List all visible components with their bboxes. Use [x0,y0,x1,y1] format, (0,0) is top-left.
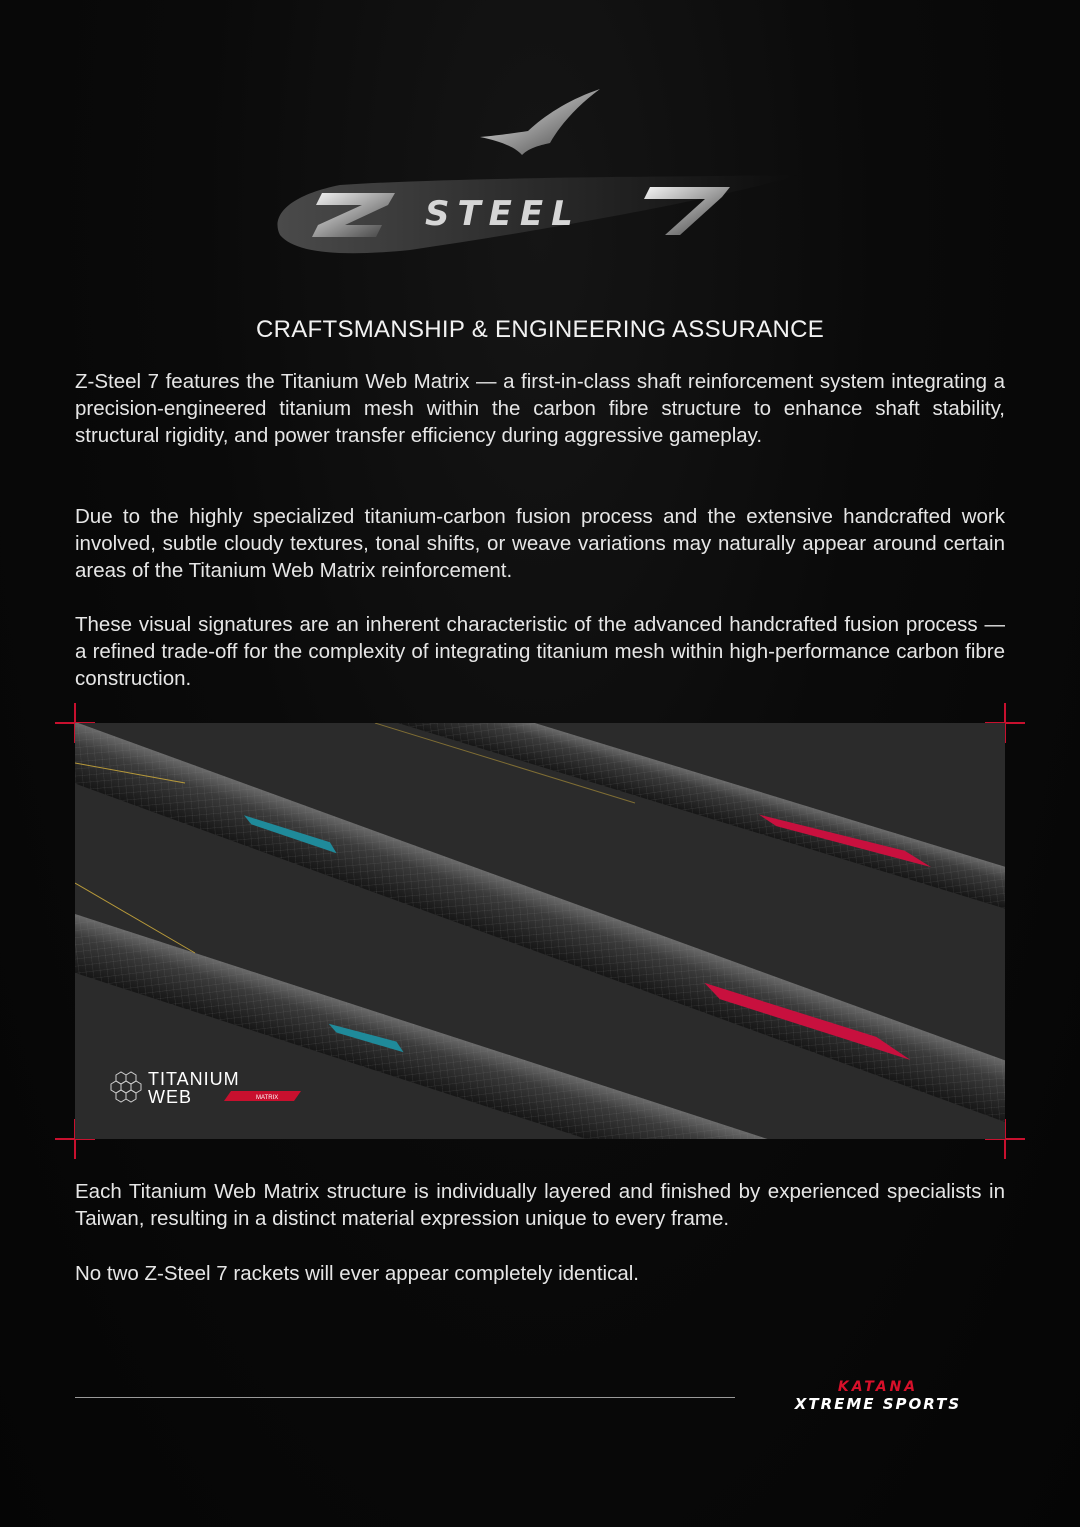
badge-line2: WEB [148,1087,193,1107]
katana-xtreme-sports-logo [748,1380,1008,1420]
badge-tag: MATRIX [256,1095,279,1101]
z-steel-7-logo [260,85,820,260]
footer-divider [75,1397,735,1398]
paragraph-intro: Z-Steel 7 features the Titanium Web Matrix — a first-in-class shaft reinforcement system integrating a precision-engineered titanium mesh within the carbon fibre structure to enhance shaft stability, structural rigidity, and power transfer efficiency during aggressive gameplay. [75,370,1005,447]
section-heading: CRAFTSMANSHIP & ENGINEERING ASSURANCE [255,316,825,343]
paragraph-process: Due to the highly specialized titanium-carbon fusion process and the extensive handcrafted work involved, subtle cloudy textures, tonal shifts, or weave variations may naturally appear around certain areas of the Titanium Web Matrix reinforcement. [75,505,1005,582]
brand-xtreme-sports: XTREME SPORTS [794,1395,962,1413]
titanium-web-badge [106,1067,306,1107]
bird-wing-icon [480,89,600,155]
brand-katana: KATANA [837,1379,919,1395]
paragraph-specialists: Each Titanium Web Matrix structure is individually layered and finished by experienced specialists in Taiwan, resulting in a distinct material expression unique to every frame. [75,1180,1005,1230]
paragraph-visual-signatures: These visual signatures are an inherent characteristic of the advanced handcrafted fusion process — a refined trade-off for the complexity of integrating titanium mesh within high-performance carbon fibre construction. [75,613,1005,690]
honeycomb-icon [111,1072,141,1102]
badge-line1: TITANIUM [148,1069,240,1089]
paragraph-unique: No two Z-Steel 7 rackets will ever appear completely identical. [75,1262,639,1285]
svg-text:STEEL: STEEL [425,194,581,234]
